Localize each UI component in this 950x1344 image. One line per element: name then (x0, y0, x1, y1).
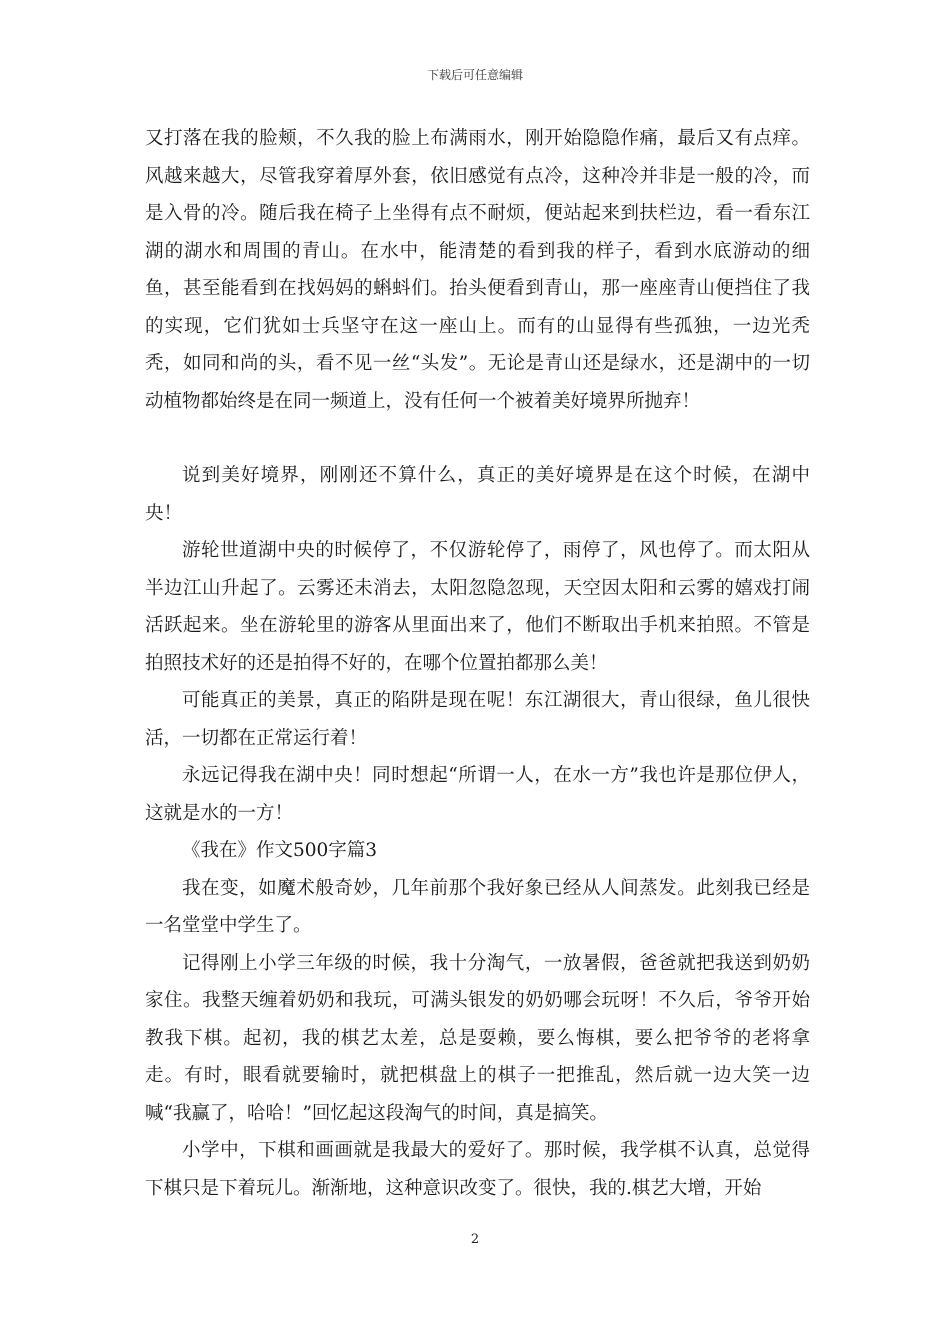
paragraph: 游轮世道湖中央的时候停了，不仅游轮停了，雨停了，风也停了。而太阳从半边江山升起了。云雾还未消去，太阳忽隐忽现，天空因太阳和云雾的嬉戏打闹活跃起来。坐在游轮里的游客从里面出来了，他们不断取出手机来拍照。不管是拍照技术好的还是拍得不好的，在哪个位置拍都那么美！ (145, 540, 810, 674)
section-title: 《我在》作文500字篇3 (182, 840, 378, 861)
document-body (145, 120, 810, 1207)
paragraph: 我在变，如魔术般奇妙，几年前那个我好象已经从人间蒸发。此刻我已经是一名堂堂中学生了。 (145, 877, 810, 936)
paragraph-continued: 又打落在我的脸颊，不久我的脸上布满雨水，刚开始隐隐作痛，最后又有点痒。风越来越大，尽管我穿着厚外套，依旧感觉有点冷，这种冷并非是一般的冷，而是入骨的冷。随后我在椅子上坐得有点不耐烦，便站起来到扶栏边，看一看东江湖的湖水和周围的青山。在水中，能清楚的看到我的样子，看到水底游动的细鱼，甚至能看到在找妈妈的蝌蚪们。抬头便看到青山，那一座座青山便挡住了我的实现，它们犹如士兵坚守在这一座山上。而有的山显得有些孤独，一边光秃秃，如同和尚的头，看不见一丝“头发”。无论是青山还是绿水，还是湖中的一切动植物都始终是在同一频道上，没有任何一个被着美好境界所抛弃！ (145, 128, 810, 412)
paragraph: 永远记得我在湖中央！同时想起“所谓一人，在水一方”我也许是那位伊人，这就是水的一方！ (145, 765, 810, 824)
page-header: 下载后可任意编辑 (426, 68, 523, 82)
paragraph: 说到美好境界，刚刚还不算什么，真正的美好境界是在这个时候，在湖中央！ (145, 465, 810, 524)
page-number: 2 (470, 1232, 480, 1247)
paragraph: 小学中，下棋和画画就是我最大的爱好了。那时候，我学棋不认真，总觉得下棋只是下着玩儿。渐渐地，这种意识改变了。很快，我的.棋艺大增，开始 (145, 1140, 810, 1199)
paragraph: 可能真正的美景，真正的陷阱是现在呢！东江湖很大，青山很绿，鱼儿很快活，一切都在正常运行着！ (145, 690, 810, 749)
paragraph: 记得刚上小学三年级的时候，我十分淘气，一放暑假，爸爸就把我送到奶奶家住。我整天缠着奶奶和我玩，可满头银发的奶奶哪会玩呀！不久后，爷爷开始教我下棋。起初，我的棋艺太差，总是耍赖，要么悔棋，要么把爷爷的老将拿走。有时，眼看就要输时，就把棋盘上的棋子一把推乱，然后就一边大笑一边喊“我赢了，哈哈！”回忆起这段淘气的时间，真是搞笑。 (145, 952, 810, 1124)
